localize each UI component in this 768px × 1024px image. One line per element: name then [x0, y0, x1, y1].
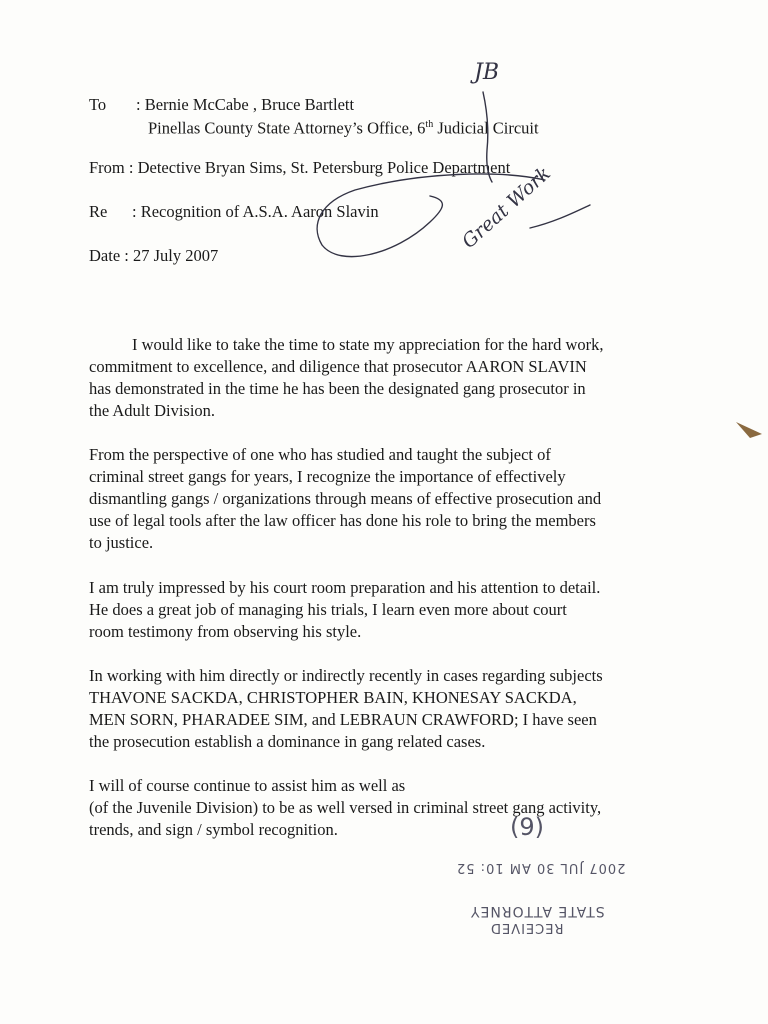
re-label: Re	[89, 202, 108, 221]
received-stamp-office: STATE ATTORNEY	[470, 903, 605, 919]
great-work-annotation: Great Work	[457, 162, 555, 253]
paragraph-appreciation	[89, 334, 689, 422]
re-value: : Recognition of A.S.A. Aaron Slavin	[132, 202, 379, 221]
paragraph-closing	[89, 775, 689, 841]
paragraph-line: dismantling gangs / organizations through means of effective prosecution and	[89, 489, 602, 508]
paragraph-line: has demonstrated in the time he has been the designated gang prosecutor in	[89, 379, 586, 398]
received-stamp-label: RECEIVED	[490, 920, 564, 935]
office-name: Pinellas County State Attorney’s Office, 6	[148, 118, 426, 138]
date-label: Date	[89, 246, 121, 265]
from-line	[89, 158, 510, 177]
paragraph-line: (of the Juvenile Division) to be as well versed in criminal street gang activity,	[89, 798, 602, 817]
paragraph-line: commitment to excellence, and diligence that prosecutor AARON SLAVIN	[89, 357, 587, 376]
paragraph-perspective	[89, 444, 689, 554]
office-ordinal-sup: th	[425, 119, 434, 130]
paragraph-line: trends, and sign / symbol recognition.	[89, 820, 338, 839]
paragraph-line: the Adult Division.	[89, 401, 216, 420]
paragraph-cases	[89, 665, 689, 753]
received-stamp-date: 2007 JUL 30 AM 10: 52	[456, 860, 626, 875]
paragraph-line: I am truly impressed by his court room preparation and his attention to detail.	[89, 578, 601, 597]
page-number-annotation: (9)	[510, 813, 544, 841]
paragraph-line: criminal street gangs for years, I recognize the importance of effectively	[89, 467, 566, 486]
paragraph-line: I would like to take the time to state my appreciation for the hard work,	[132, 335, 604, 354]
paragraph-line: From the perspective of one who has studied and taught the subject of	[89, 445, 551, 464]
from-value: : Detective Bryan Sims, St. Petersburg Police Department	[128, 158, 511, 177]
office-line	[148, 115, 539, 138]
to-label: To	[89, 95, 107, 114]
paragraph-impressed	[89, 577, 689, 643]
paragraph-line: the prosecution establish a dominance in gang related cases.	[89, 732, 486, 751]
initials-annotation: JB	[474, 60, 499, 85]
paragraph-line: room testimony from observing his style.	[89, 622, 362, 641]
paragraph-line: to justice.	[89, 533, 154, 552]
to-recipients: : Bernie McCabe , Bruce Bartlett	[136, 95, 355, 114]
date-line	[89, 246, 218, 265]
paragraph-line: He does a great job of managing his trials, I learn even more about court	[89, 600, 567, 619]
to-line	[89, 95, 354, 114]
date-value: : 27 July 2007	[124, 246, 219, 265]
from-label: From	[89, 158, 125, 177]
pen-stroke	[530, 205, 590, 228]
paragraph-line: In working with him directly or indirectly recently in cases regarding subjects	[89, 666, 603, 685]
paragraph-line: I will of course continue to assist him as well as	[89, 776, 406, 795]
paragraph-line: MEN SORN, PHARADEE SIM, and LEBRAUN CRAWFORD; I have seen	[89, 710, 597, 729]
office-circuit: Judicial Circuit	[433, 118, 539, 138]
paragraph-line: use of legal tools after the law officer has done his role to bring the members	[89, 511, 596, 530]
paragraph-line: THAVONE SACKDA, CHRISTOPHER BAIN, KHONESAY SACKDA,	[89, 688, 577, 707]
paper-mark	[736, 422, 762, 438]
re-line	[89, 202, 379, 221]
